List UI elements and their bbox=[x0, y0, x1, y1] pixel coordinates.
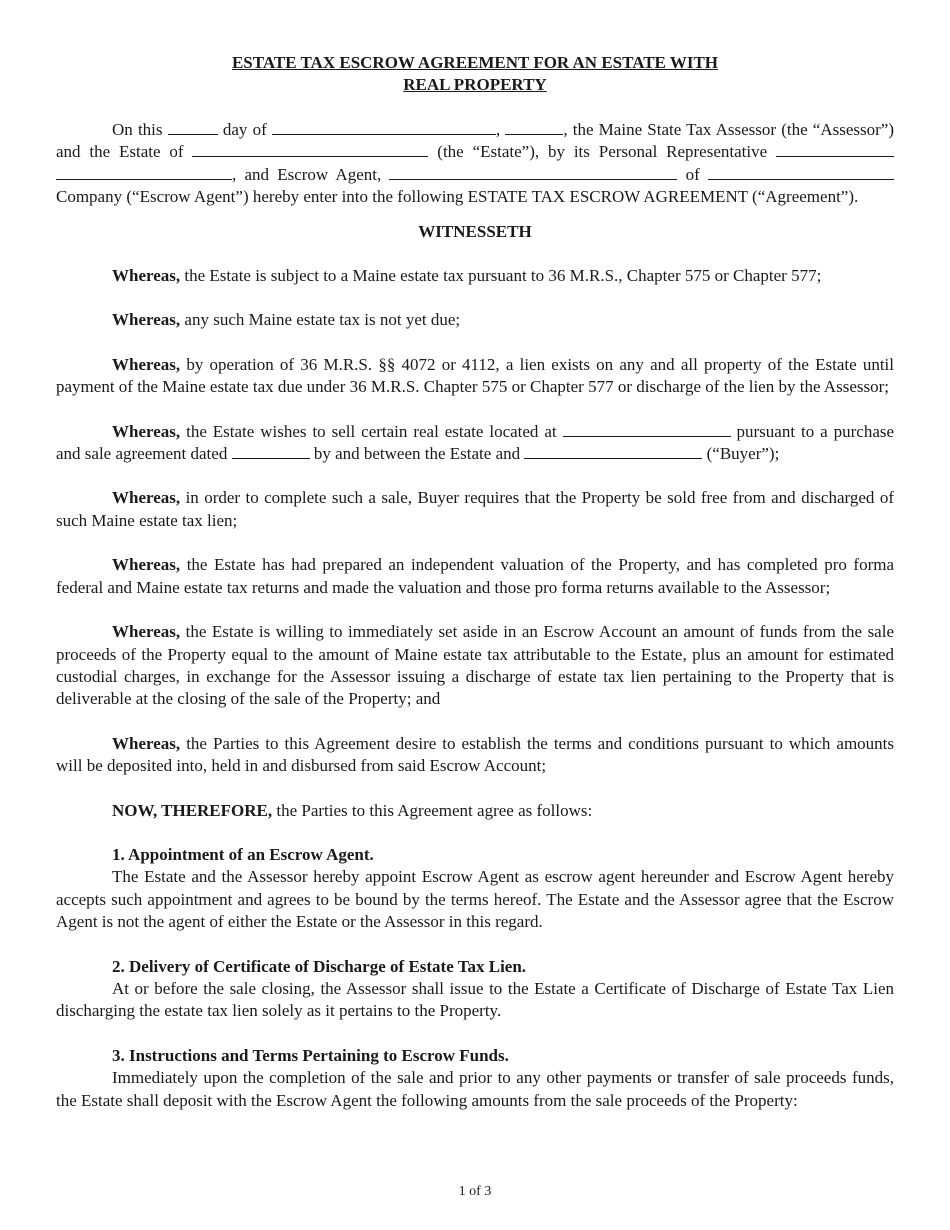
now-therefore-paragraph bbox=[56, 800, 894, 822]
whereas-text: in order to complete such a sale, Buyer requires that the Property be sold free from and discharged of such Maine estate tax lien; bbox=[56, 488, 894, 530]
personal-representative-blank[interactable] bbox=[776, 141, 894, 157]
whereas-label: Whereas, bbox=[112, 622, 181, 642]
section-body: Immediately upon the completion of the sale and prior to any other payments or transfer of sale proceeds funds, the Estate shall deposit with the Escrow Agent the following amounts from the sale proceeds of the Property: bbox=[56, 1068, 894, 1110]
whereas-text: by and between the Estate and bbox=[313, 444, 521, 464]
escrow-agent-blank[interactable] bbox=[389, 164, 677, 180]
document-page bbox=[56, 52, 894, 1112]
whereas-7 bbox=[56, 621, 894, 711]
whereas-3 bbox=[56, 354, 894, 399]
whereas-1 bbox=[56, 265, 894, 287]
section-body: At or before the sale closing, the Assessor shall issue to the Estate a Certificate of Discharge of Estate Tax Lien discharging the estate tax lien solely as it pertains to the Property. bbox=[56, 978, 894, 1021]
section-1 bbox=[56, 844, 894, 934]
whereas-label: Whereas, bbox=[112, 354, 181, 374]
whereas-label: Whereas, bbox=[112, 266, 181, 286]
section-2 bbox=[56, 956, 894, 1023]
intro-text: , and Escrow Agent, bbox=[232, 164, 382, 184]
whereas-label: Whereas, bbox=[112, 733, 181, 753]
page-number: 1 of 3 bbox=[458, 1184, 492, 1199]
title-line-1: ESTATE TAX ESCROW AGREEMENT FOR AN ESTATE WITH bbox=[231, 53, 719, 72]
whereas-text: (“Buyer”); bbox=[706, 444, 780, 464]
whereas-label: Whereas, bbox=[112, 488, 181, 508]
section-heading: 2. Delivery of Certificate of Discharge of Estate Tax Lien. bbox=[112, 956, 527, 976]
whereas-6 bbox=[56, 554, 894, 599]
intro-text: Company (“Escrow Agent”) hereby enter into the following ESTATE TAX ESCROW AGREEMENT (“Agreement”). bbox=[56, 187, 859, 207]
escrow-agent-location-blank[interactable] bbox=[708, 164, 894, 180]
month-blank[interactable] bbox=[272, 119, 496, 135]
whereas-text: the Estate wishes to sell certain real estate located at bbox=[186, 421, 557, 441]
whereas-8 bbox=[56, 733, 894, 778]
whereas-text: by operation of 36 M.R.S. §§ 4072 or 4112, a lien exists on any and all property of the Estate until payment of the Maine estate tax due under 36 M.R.S. Chapter 575 or Chapter 577 or discharge of the lien by the Assessor; bbox=[56, 354, 895, 397]
intro-paragraph bbox=[56, 119, 894, 209]
year-blank[interactable] bbox=[505, 119, 563, 135]
now-therefore-text: the Parties to this Agreement agree as follows: bbox=[276, 800, 593, 820]
title-line-2: REAL PROPERTY bbox=[403, 75, 547, 94]
whereas-text: pursuant to a purchase and sale agreement dated bbox=[56, 421, 895, 464]
whereas-text: the Estate has had prepared an independent valuation of the Property, and has completed pro forma federal and Maine estate tax returns and made the valuation and those pro forma returns available to the Assessor; bbox=[56, 555, 895, 597]
whereas-label: Whereas, bbox=[112, 555, 181, 575]
agreement-date-blank[interactable] bbox=[232, 443, 310, 459]
buyer-name-blank[interactable] bbox=[524, 443, 702, 459]
day-blank[interactable] bbox=[168, 119, 218, 135]
whereas-text: the Parties to this Agreement desire to establish the terms and conditions pursuant to which amounts will be deposited into, held in and disbursed from said Escrow Account; bbox=[56, 733, 895, 776]
whereas-label: Whereas, bbox=[112, 421, 181, 441]
whereas-2 bbox=[56, 309, 894, 331]
intro-text: , the Maine State Tax Assessor (the “Assessor”) and the Estate of bbox=[56, 120, 895, 162]
whereas-4 bbox=[56, 421, 894, 466]
estate-name-blank[interactable] bbox=[192, 141, 428, 157]
personal-representative-blank-2[interactable] bbox=[56, 164, 232, 180]
now-therefore-label: NOW, THEREFORE, bbox=[112, 800, 273, 820]
whereas-5 bbox=[56, 487, 894, 532]
section-3 bbox=[56, 1045, 894, 1112]
intro-text: day of bbox=[222, 120, 267, 139]
document-title bbox=[56, 52, 894, 96]
whereas-label: Whereas, bbox=[112, 310, 181, 330]
section-body: The Estate and the Assessor hereby appoint Escrow Agent as escrow agent hereunder and Escrow Agent hereby accepts such appointment and agrees to be bound by the terms hereof. The Estate and the Assessor agree that the Escrow Agent is not the agent of either the Estate or the Assessor in this regard. bbox=[56, 867, 894, 932]
whereas-text: the Estate is subject to a Maine estate tax pursuant to 36 M.R.S., Chapter 575 or Chapter 577; bbox=[184, 266, 822, 286]
section-heading: 1. Appointment of an Escrow Agent. bbox=[112, 844, 374, 864]
witnesseth-heading: WITNESSETH bbox=[418, 221, 532, 241]
intro-text: (the “Estate”), by its Personal Representative bbox=[437, 142, 768, 162]
whereas-text: any such Maine estate tax is not yet due; bbox=[184, 310, 461, 330]
section-heading: 3. Instructions and Terms Pertaining to Escrow Funds. bbox=[112, 1045, 509, 1065]
intro-text: of bbox=[685, 164, 700, 184]
property-location-blank[interactable] bbox=[563, 421, 731, 437]
intro-text: , bbox=[495, 120, 501, 139]
whereas-text: the Estate is willing to immediately set aside in an Escrow Account an amount of funds from the sale proceeds of the Property equal to the amount of Maine estate tax attributable to the Estate, plus an amount for estimated custodial charges, in exchange for the Assessor issuing a discharge of estate tax lien pertaining to the Property that is deliverable at the closing of the sale of the Property; and bbox=[56, 622, 894, 709]
intro-text: On this bbox=[112, 120, 163, 139]
